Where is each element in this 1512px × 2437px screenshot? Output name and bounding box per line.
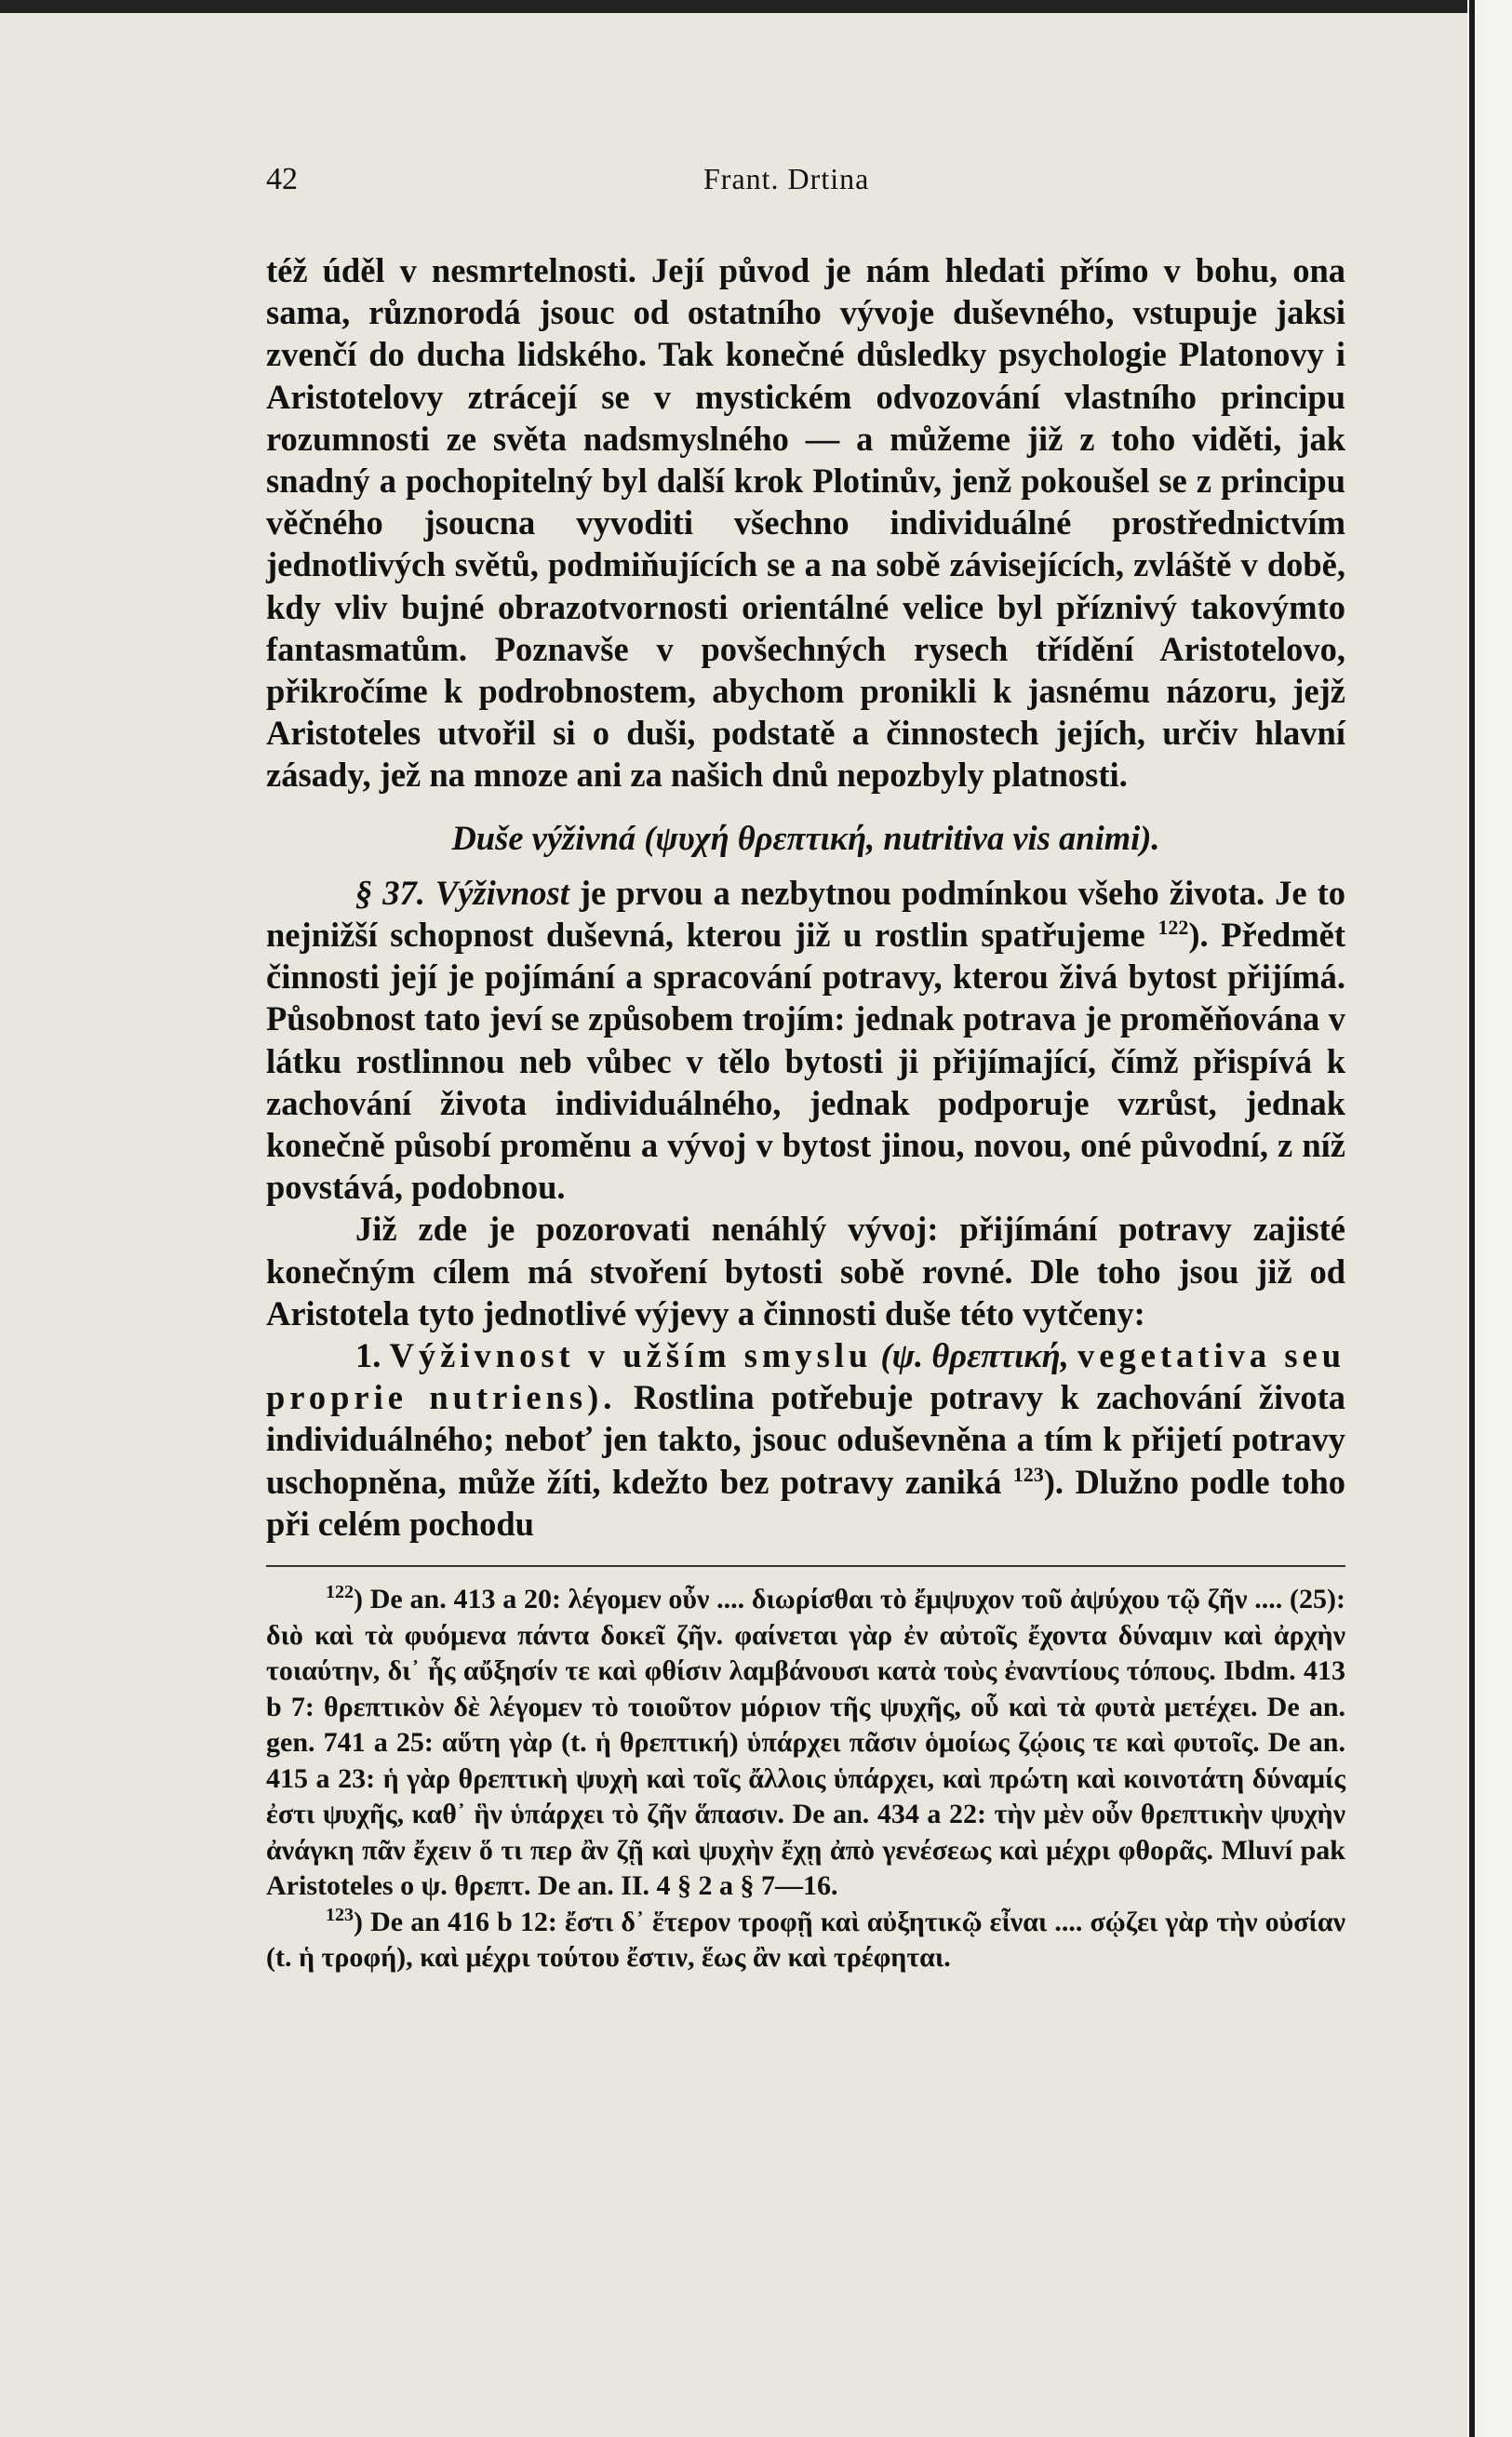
- footnote-divider: [266, 1565, 1345, 1567]
- page-number: 42: [266, 162, 298, 196]
- footnotes: [266, 1582, 1345, 1976]
- term-vyzivnost-uzsi: Výživnost v užším smyslu: [389, 1336, 873, 1375]
- footnote-123: [266, 1905, 1345, 1976]
- paragraph-3: Již zde je pozorovati nenáhlý vývoj: přijímání potravy zajisté konečným cílem má stvoření bytosti sobě rovné. Dle toho jsou již od Aristotela tyto jednotlivé výjevy a činnosti duše této vytčeny:: [266, 1210, 1345, 1332]
- list-number: 1.: [355, 1336, 381, 1375]
- paragraph-1: též úděl v nesmrtelnosti. Její původ je nám hledati přímo v bohu, ona sama, různorodá jsouc od ostatního vývoje duševného, vstupuje jaksi zvenčí do ducha lidského. Tak konečné důsledky psychologie Platonovy i Aristotelovy ztrácejí se v mystickém odvozování vlastního principu rozumnosti ze světa nadsmyslného — a můžeme již z toho viděti, jak snadný a pochopitelný byl další krok Plotinův, jenž pokoušel se z principu věčného jsoucna vyvoditi všechno individuálné prostřednictvím jednotlivých světů, podmiňujících se a na sobě závisejících, zvláště v době, kdy vliv bujné obrazotvornosti orientálné velice byl příznivý takovýmto fantasmatům. Poznavše v povšechných rysech třídění Aristotelovo, přikročíme k podrobnostem, abychom pronikli k jasnému názoru, jejž Aristoteles utvořil si o duši, podstatě a činnostech jejích, určiv hlavní zásady, jež na mnoze ani za našich dnů nepozbyly platnosti.: [266, 251, 1345, 795]
- running-head: Frant. Drtina: [703, 162, 870, 195]
- greek-term: (ψ. θρεπτική,: [880, 1336, 1069, 1375]
- footnote-marker: 123: [326, 1904, 354, 1925]
- book-page: [266, 140, 1345, 1976]
- footnote-text: ) De an 416 b 12: ἔστι δ᾽ ἕτερον τροφῇ καὶ αὐξητικῷ εἶναι .... σῴζει γὰρ τὴν οὐσίαν (t. ἡ τροφή), καὶ μέχρι τούτου ἔστιν, ἕως ἂν καὶ τρέφηται.: [266, 1906, 1345, 1974]
- paragraph-4-text-a: Rostlina potřebuje potravy k zachování života individuálného; neboť jen takto, jsouc oduševněna a tím k přijetí potravy uschopněna, může žíti, kdežto bez potravy zaniká: [266, 1378, 1346, 1501]
- footnote-ref-123: 123: [1012, 1462, 1044, 1486]
- section-37-text-a: je prvou a nezbytnou podmínkou všeho života. Je to nejnižší schopnost duševná, kterou již u rostlin spatřujeme: [266, 873, 1345, 955]
- section-heading: Duše výživná (ψυχή θρεπτική, nutritiva vis animi).: [451, 818, 1160, 857]
- footnote-122: [266, 1582, 1345, 1905]
- scan-right-edge: [1469, 0, 1475, 2437]
- footnote-marker: 122: [326, 1582, 354, 1603]
- term-vyzivnost: Výživnost: [435, 873, 569, 912]
- footnote-ref-122: 122: [1157, 915, 1189, 939]
- section-mark: § 37.: [355, 873, 425, 912]
- footnote-text: ) De an. 413 a 20: λέγομεν οὖν .... διωρίσθαι τὸ ἔμψυχον τοῦ ἀψύχου τῷ ζῆν .... (25): διὸ καὶ τὰ φυόμενα πάντα δοκεῖ ζῆν. φαίνεται γὰρ ἐν αὐτοῖς ἔχοντα δύναμιν καὶ ἀρχὴν τοιαύτην, δι᾽ ἧς αὔξησίν τε καὶ φθίσιν λαμβάνουσι κατὰ τοὺς ἐναντίους τόπους. Ibdm. 413 b 7: θρεπτικὸν δὲ λέγομεν τὸ τοιοῦτον μόριον τῆς ψυχῆς, οὗ καὶ τὰ φυτὰ μετέχει. De an. gen. 741 a 25: αὕτη γὰρ (t. ἡ θρεπτική) ὑπάρχει πᾶσιν ὁμοίως ζῴοις τε καὶ φυτοῖς. De an. 415 a 23: ἡ γὰρ θρεπτικὴ ψυχὴ καὶ τοῖς ἄλλοις ὑπάρχει, καὶ πρώτη καὶ κοινοτάτη δύναμίς ἐστι ψυχῆς, καθ᾽ ἣν ὑπάρχει τὸ ζῆν ἅπασιν. De an. 434 a 22: τὴν μὲν οὖν θρεπτικὴν ψυχὴν ἀνάγκη πᾶν ἔχειν ὅ τι περ ἂν ζῇ καὶ ψυχὴν ἔχῃ ἀπὸ γενέσεως καὶ μέχρι φθορᾶς. Mluví pak Aristoteles o ψ. θρεπτ. De an. II. 4 § 2 a § 7—16.: [266, 1584, 1345, 1902]
- page-header: [266, 140, 1345, 195]
- body-text: [266, 249, 1345, 1545]
- paragraph-4-text-b: ). Dlužno podle toho při celém pochodu: [266, 1462, 1345, 1543]
- scan-top-edge: [0, 0, 1512, 13]
- paragraph-section-37: [266, 872, 1345, 1209]
- paragraph-4: [266, 1334, 1345, 1545]
- latin-term: vegetativa seu proprie nutriens).: [266, 1336, 1346, 1417]
- section-37-text-b: ). Předmět činnosti její je pojímání a spracování potravy, kterou živá bytost přijímá. Působnost tato jeví se způsobem trojím: jednak potrava je proměňována v látku rostlinnou neb vůbec v tělo bytosti ji přijímající, čímž přispívá k zachování života individuálného, jednak podporuje vzrůst, jednak konečně působí proměnu a vývoj v bytost jinou, novou, oné původní, z níž povstává, podobnou.: [266, 916, 1345, 1207]
